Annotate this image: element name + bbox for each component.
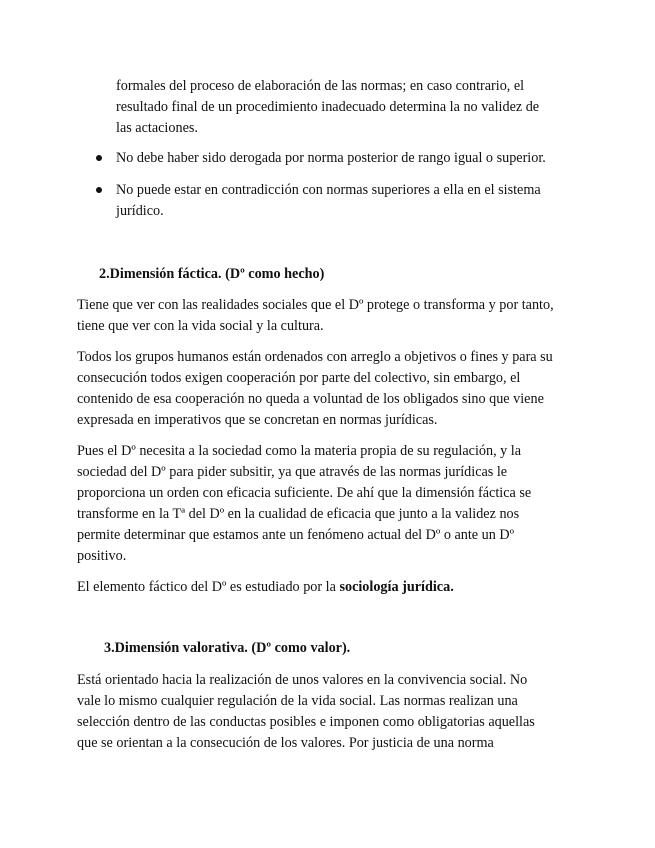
- paragraph-line: [77, 577, 454, 598]
- paragraph-line: tiene que ver con la vida social y la cultura.: [77, 318, 324, 334]
- section-heading-factica: 2.Dimensión fáctica. (Dº como hecho): [99, 266, 325, 282]
- paragraph-line: que se orientan a la consecución de los valores. Por justicia de una norma: [77, 735, 494, 751]
- paragraph-line: transforme en la Tª del Dº en la cualidad de eficacia que junto a la validez nos: [77, 506, 520, 522]
- paragraph-line: expresada en imperativos que se concretan en normas jurídicas.: [77, 412, 438, 428]
- paragraph-line: vale lo mismo cualquier regulación de la vida social. Las normas realizan una: [77, 693, 518, 709]
- section-heading-valorativa: 3.Dimensión valorativa. (Dº como valor).: [104, 640, 351, 656]
- paragraph-line: positivo.: [77, 548, 127, 564]
- paragraph-line: sociedad del Dº para pider subsitir, ya que através de las normas jurídicas le: [77, 464, 508, 480]
- paragraph-line: Está orientado hacia la realización de unos valores en la convivencia social. No: [77, 672, 528, 688]
- bullet-item-text: No puede estar en contradicción con normas superiores a ella en el sistema: [116, 182, 541, 198]
- bullet-dot: [96, 187, 102, 193]
- bullet-item-text: jurídico.: [116, 203, 164, 219]
- bullet-continuation-line: las actaciones.: [116, 120, 198, 136]
- paragraph-text: El elemento fáctico del Dº es estudiado por la: [77, 579, 340, 595]
- bullet-item-text: No debe haber sido derogada por norma posterior de rango igual o superior.: [116, 150, 546, 166]
- bullet-continuation-line: formales del proceso de elaboración de las normas; en caso contrario, el: [116, 78, 525, 94]
- paragraph-line: Tiene que ver con las realidades sociales que el Dº protege o transforma y por tanto,: [77, 297, 554, 313]
- bold-term-sociologia-juridica: sociología jurídica.: [339, 579, 454, 595]
- paragraph-line: permite determinar que estamos ante un fenómeno actual del Dº o ante un Dº: [77, 527, 515, 543]
- paragraph-line: Todos los grupos humanos están ordenados con arreglo a objetivos o fines y para su: [77, 349, 553, 365]
- paragraph-line: Pues el Dº necesita a la sociedad como la materia propia de su regulación, y la: [77, 443, 522, 459]
- paragraph-line: proporciona un orden con eficacia suficiente. De ahí que la dimensión fáctica se: [77, 485, 532, 501]
- paragraph-line: contenido de esa cooperación no queda a voluntad de los obligados sino que viene: [77, 391, 544, 407]
- paragraph-line: consecución todos exigen cooperación por parte del colectivo, sin embargo, el: [77, 370, 521, 386]
- bullet-continuation-line: resultado final de un procedimiento inadecuado determina la no validez de: [116, 99, 540, 115]
- bullet-dot: [96, 155, 102, 161]
- paragraph-line: selección dentro de las conductas posibles e imponen como obligatorias aquellas: [77, 714, 535, 730]
